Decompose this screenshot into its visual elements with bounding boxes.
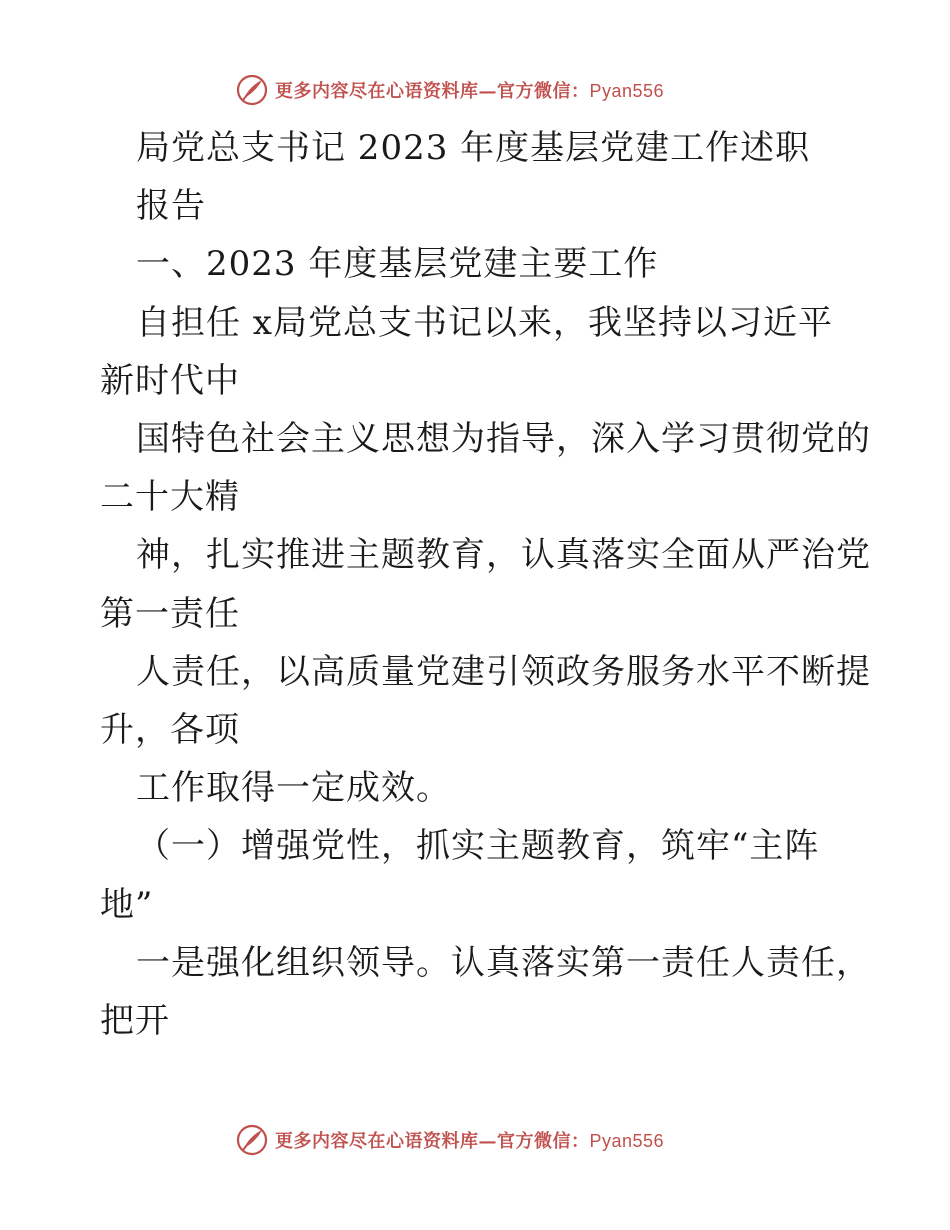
paragraph-line: 把开 — [100, 1001, 170, 1041]
paragraph-line: 升，各项 — [100, 710, 240, 750]
paragraph-line: 一是强化组织领导。认真落实第一责任人责任， — [136, 943, 871, 983]
document-title-line-2: 报告 — [136, 186, 206, 226]
paragraph-line: 二十大精 — [100, 477, 240, 517]
subsection-heading-line-1: （一）增强党性，抓实主题教育，筑牢“主阵 — [136, 826, 820, 866]
quill-pen-logo-icon — [235, 73, 269, 107]
watermark-text: 更多内容尽在心语资料库—官方微信：Pyan556 — [275, 1131, 665, 1152]
paragraph-line: 新时代中 — [100, 361, 240, 401]
footer-watermark — [235, 1122, 664, 1158]
paragraph-line: 神，扎实推进主题教育，认真落实全面从严治党 — [136, 535, 871, 575]
section-heading: 一、2023 年度基层党建主要工作 — [136, 244, 659, 284]
paragraph-line: 国特色社会主义思想为指导，深入学习贯彻党的 — [136, 419, 871, 459]
quill-pen-logo-icon — [235, 1123, 269, 1157]
header-watermark — [235, 72, 664, 108]
document-title-line-1: 局党总支书记 2023 年度基层党建工作述职 — [136, 128, 811, 168]
paragraph-line: 自担任 x局党总支书记以来，我坚持以习近平 — [136, 303, 833, 343]
paragraph-line: 人责任，以高质量党建引领政务服务水平不断提 — [136, 652, 871, 692]
subsection-heading-line-2: 地” — [100, 885, 154, 925]
paragraph-line: 工作取得一定成效。 — [136, 768, 451, 808]
watermark-text: 更多内容尽在心语资料库—官方微信：Pyan556 — [275, 81, 665, 102]
paragraph-line: 第一责任 — [100, 594, 240, 634]
